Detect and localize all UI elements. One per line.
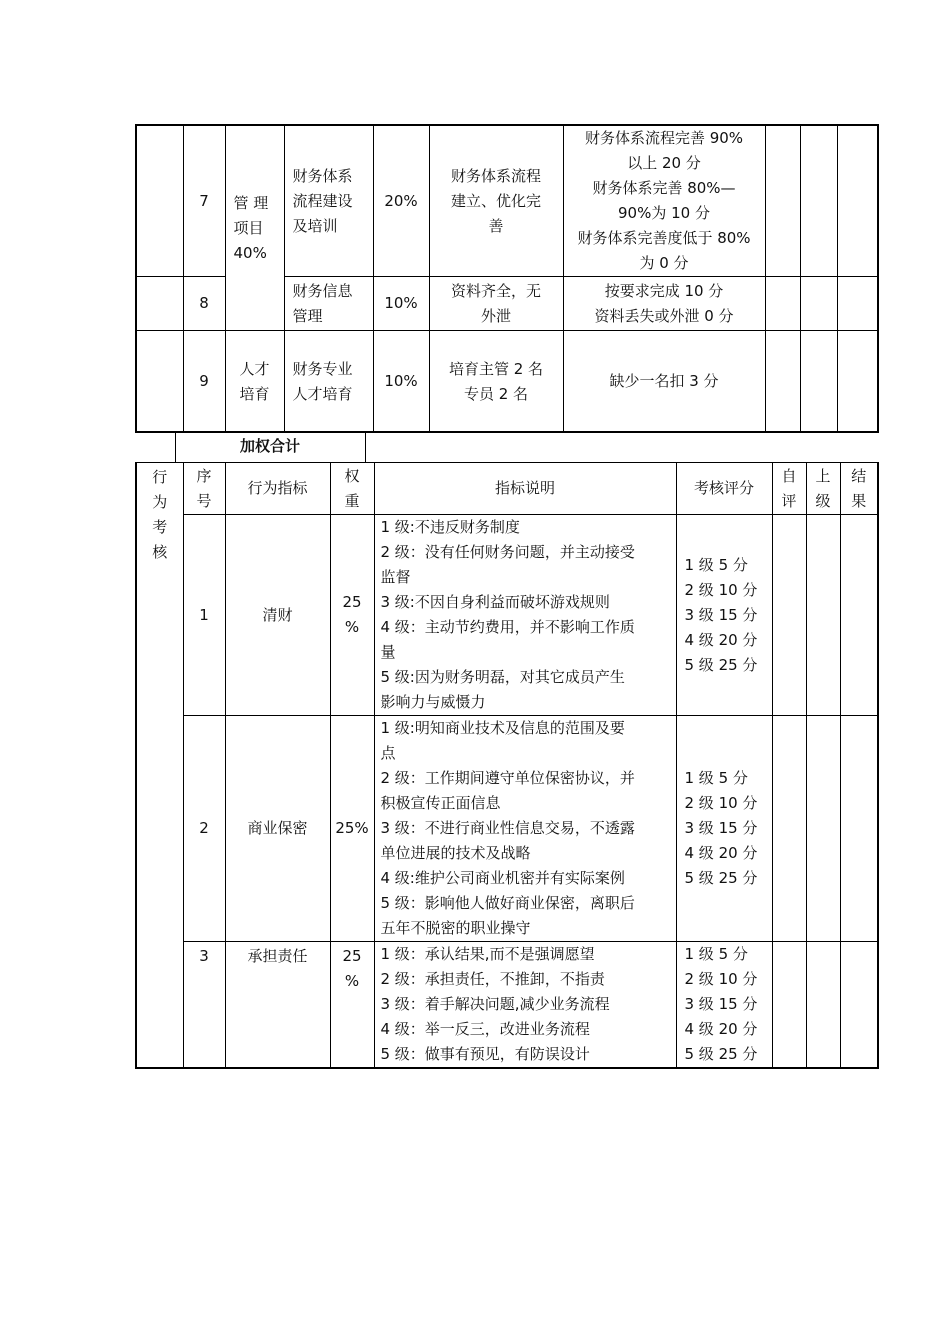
weighted-total-label: 加权合计 [239, 437, 300, 455]
divider [365, 431, 366, 462]
category-cell: 管 理 项目 40% [225, 125, 284, 331]
table-row [136, 125, 878, 277]
indicator-cell: 财务信息 管理 [284, 277, 373, 331]
table-row [136, 942, 878, 1069]
header-description: 指标说明 [374, 463, 676, 515]
self-eval-cell [765, 331, 800, 433]
category-cell: 人才 培育 [225, 331, 284, 433]
score-line: 2 级 10 分 [684, 970, 758, 988]
result-cell [837, 331, 878, 433]
table-row [136, 331, 878, 433]
score-cell [563, 277, 765, 331]
score-line: 1 级 5 分 [684, 945, 748, 963]
score-line: 财务体系完善度低于 80% [577, 229, 751, 247]
description-cell [374, 942, 676, 1069]
superior-eval-cell [800, 331, 837, 433]
desc-line: 5 级：影响他人做好商业保密，离职后 [380, 894, 635, 912]
desc-line: 2 级：没有任何财务问题，并主动接受 [380, 543, 635, 561]
desc-line: 量 [380, 643, 396, 661]
desc-line: 点 [380, 744, 396, 762]
header-self-eval: 自 评 [772, 463, 806, 515]
section-label: 行 为 考 核 [136, 463, 183, 1069]
result-cell [837, 277, 878, 331]
indicator-cell: 财务体系 流程建设 及培训 [284, 125, 373, 277]
table-row [136, 515, 878, 716]
self-eval-cell [772, 716, 806, 942]
score-line: 以上 20 分 [627, 154, 701, 172]
blank-cell [136, 277, 183, 331]
desc-line: 4 级：举一反三，改进业务流程 [380, 1020, 590, 1038]
behavior-assessment-table [135, 462, 879, 1069]
indicator-cell: 清财 [225, 515, 330, 716]
indicator-cell: 商业保密 [225, 716, 330, 942]
superior-eval-cell [800, 125, 837, 277]
description-cell: 培育主管 2 名 专员 2 名 [429, 331, 563, 433]
score-line: 3 级 15 分 [684, 819, 758, 837]
desc-line: 3 级：着手解决问题,减少业务流程 [380, 995, 610, 1013]
superior-eval-cell [800, 277, 837, 331]
desc-line: 1 级：承认结果,而不是强调愿望 [380, 945, 595, 963]
row-number: 7 [183, 125, 225, 277]
description-cell: 资料齐全，无 外泄 [429, 277, 563, 331]
row-number: 9 [183, 331, 225, 433]
indicator-cell: 财务专业 人才培育 [284, 331, 373, 433]
result-cell [840, 942, 878, 1069]
score-line: 5 级 25 分 [684, 1045, 758, 1063]
desc-line: 监督 [380, 568, 411, 586]
score-line: 按要求完成 10 分 [604, 281, 724, 300]
desc-line: 影响力与威慑力 [380, 693, 486, 711]
score-line: 4 级 20 分 [684, 630, 758, 649]
desc-line: 4 级：主动节约费用，并不影响工作质 [380, 618, 635, 636]
score-cell [676, 716, 772, 942]
row-number: 1 [183, 515, 225, 716]
score-line: 90%为 10 分 [618, 204, 710, 222]
desc-line: 积极宣传正面信息 [380, 794, 501, 812]
desc-line: 3 级：不进行商业性信息交易，不透露 [380, 819, 635, 837]
desc-line: 2 级：承担责任，不推卸，不指责 [380, 970, 605, 988]
score-line: 3 级 15 分 [684, 605, 758, 624]
score-cell [676, 942, 772, 1069]
desc-line: 4 级:维护公司商业机密并有实际案例 [380, 869, 625, 887]
blank-cell [136, 331, 183, 433]
description-cell [374, 716, 676, 942]
table-row [136, 716, 878, 942]
score-line: 4 级 20 分 [684, 844, 758, 862]
self-eval-cell [765, 125, 800, 277]
weight-cell: 10% [373, 277, 429, 331]
score-line: 财务体系流程完善 90% [584, 129, 744, 147]
description-cell [374, 515, 676, 716]
self-eval-cell [772, 515, 806, 716]
result-cell [837, 125, 878, 277]
desc-line: 3 级:不因自身利益而破坏游戏规则 [380, 593, 610, 611]
weight-cell: 25 % [330, 942, 374, 1069]
header-result: 结 果 [840, 463, 878, 515]
desc-line: 1 级:明知商业技术及信息的范围及要 [380, 719, 625, 737]
management-items-table [135, 124, 879, 433]
description-cell: 财务体系流程 建立、优化完 善 [429, 125, 563, 277]
score-line: 1 级 5 分 [684, 769, 748, 787]
header-superior: 上 级 [806, 463, 840, 515]
score-line: 3 级 15 分 [684, 995, 758, 1013]
score-cell [563, 331, 765, 433]
desc-line: 5 级：做事有预见，有防误设计 [380, 1045, 590, 1063]
divider [135, 431, 877, 432]
score-line: 4 级 20 分 [684, 1020, 758, 1038]
score-line: 2 级 10 分 [684, 794, 758, 812]
score-cell [563, 125, 765, 277]
score-line: 缺少一名扣 3 分 [609, 372, 719, 390]
row-number: 8 [183, 277, 225, 331]
weight-cell: 10% [373, 331, 429, 433]
header-no: 序 号 [183, 463, 225, 515]
score-cell [676, 515, 772, 716]
score-line: 财务体系完善 80%— [592, 179, 736, 197]
score-line: 为 0 分 [639, 254, 689, 272]
superior-eval-cell [806, 942, 840, 1069]
score-line: 5 级 25 分 [684, 655, 758, 674]
row-number: 3 [183, 942, 225, 1069]
desc-line: 1 级:不违反财务制度 [380, 518, 520, 536]
indicator-cell: 承担责任 [225, 942, 330, 1069]
self-eval-cell [772, 942, 806, 1069]
score-line: 5 级 25 分 [684, 869, 758, 887]
weighted-total-row [135, 431, 877, 462]
score-line: 资料丢失或外泄 0 分 [594, 306, 734, 325]
score-line: 1 级 5 分 [684, 555, 748, 574]
header-score: 考核评分 [676, 463, 772, 515]
result-cell [840, 716, 878, 942]
superior-eval-cell [806, 716, 840, 942]
header-row [136, 463, 878, 515]
desc-line: 2 级：工作期间遵守单位保密协议，并 [380, 769, 635, 787]
desc-line: 5 级:因为财务明磊，对其它成员产生 [380, 668, 625, 686]
self-eval-cell [765, 277, 800, 331]
header-weight: 权 重 [330, 463, 374, 515]
header-indicator: 行为指标 [225, 463, 330, 515]
weight-cell: 20% [373, 125, 429, 277]
superior-eval-cell [806, 515, 840, 716]
row-number: 2 [183, 716, 225, 942]
weight-cell: 25 % [330, 515, 374, 716]
result-cell [840, 515, 878, 716]
desc-line: 五年不脱密的职业操守 [380, 919, 531, 937]
desc-line: 单位进展的技术及战略 [380, 844, 531, 862]
score-line: 2 级 10 分 [684, 580, 758, 599]
blank-cell [136, 125, 183, 277]
weight-cell: 25% [330, 716, 374, 942]
